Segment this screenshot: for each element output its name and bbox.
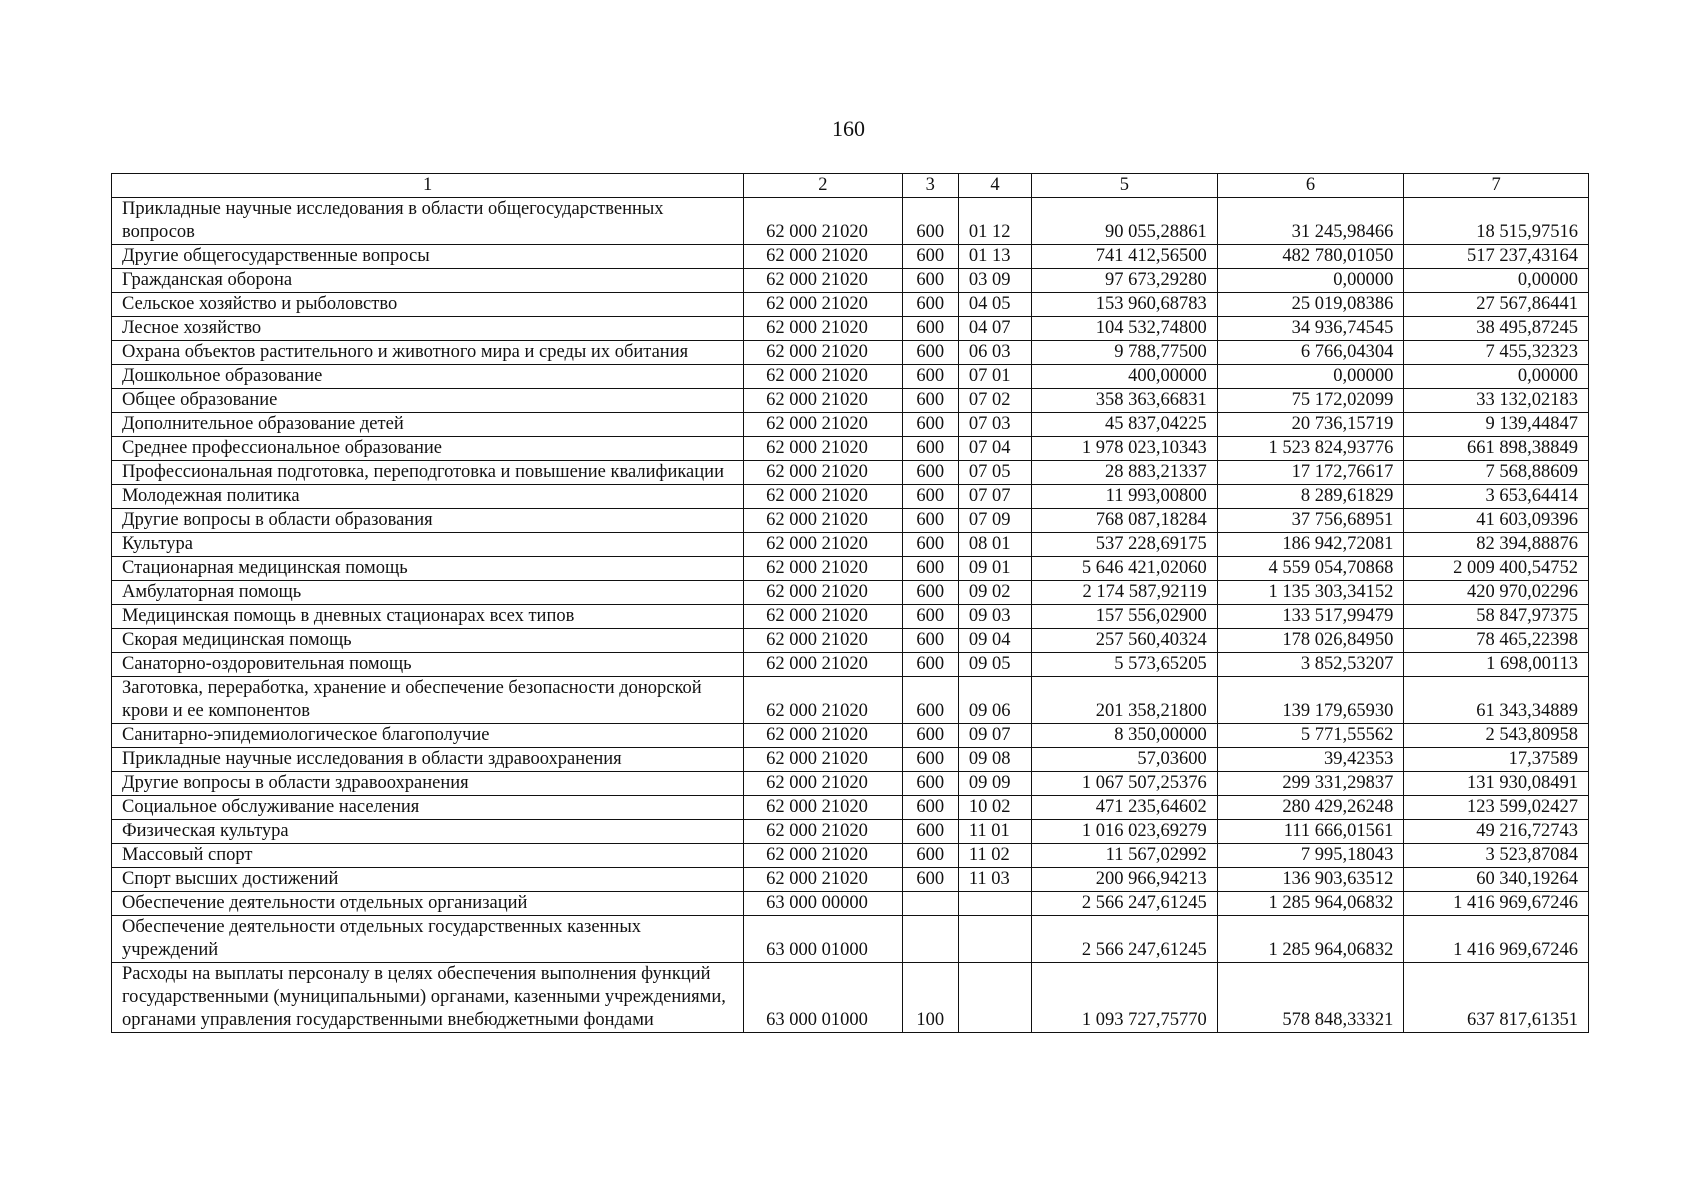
target-article-code-cell: 62 000 21020 [744, 724, 903, 748]
target-article-code-cell: 63 000 00000 [744, 892, 903, 916]
section-code-cell [958, 892, 1031, 916]
section-code-cell: 09 08 [958, 748, 1031, 772]
amount-col7-cell: 49 216,72743 [1404, 820, 1589, 844]
amount-col7-cell: 7 568,88609 [1404, 461, 1589, 485]
amount-col6-cell: 111 666,01561 [1217, 820, 1404, 844]
target-article-code-cell: 62 000 21020 [744, 341, 903, 365]
row-name-cell: Прикладные научные исследования в области здравоохранения [112, 748, 744, 772]
expense-type-cell: 600 [902, 461, 958, 485]
expense-type-cell: 600 [902, 485, 958, 509]
expense-type-cell: 600 [902, 796, 958, 820]
section-code-cell: 11 02 [958, 844, 1031, 868]
expense-type-cell: 600 [902, 341, 958, 365]
amount-col5-cell: 11 993,00800 [1032, 485, 1218, 509]
row-name-cell: Дополнительное образование детей [112, 413, 744, 437]
table-row [112, 485, 1589, 509]
amount-col6-cell: 578 848,33321 [1217, 963, 1404, 1033]
row-name-cell: Другие общегосударственные вопросы [112, 245, 744, 269]
table-row [112, 963, 1589, 1033]
row-name-cell: Санаторно-оздоровительная помощь [112, 653, 744, 677]
amount-col6-cell: 4 559 054,70868 [1217, 557, 1404, 581]
amount-col6-cell: 1 523 824,93776 [1217, 437, 1404, 461]
expense-type-cell: 600 [902, 557, 958, 581]
section-code-cell: 04 05 [958, 293, 1031, 317]
amount-col6-cell: 75 172,02099 [1217, 389, 1404, 413]
expense-type-cell: 600 [902, 509, 958, 533]
amount-col6-cell: 139 179,65930 [1217, 677, 1404, 724]
amount-col5-cell: 2 174 587,92119 [1032, 581, 1218, 605]
target-article-code-cell: 62 000 21020 [744, 461, 903, 485]
target-article-code-cell: 62 000 21020 [744, 485, 903, 509]
table-row [112, 389, 1589, 413]
target-article-code-cell: 62 000 21020 [744, 198, 903, 245]
table-body [112, 198, 1589, 1033]
column-header: 3 [902, 174, 958, 198]
amount-col5-cell: 5 646 421,02060 [1032, 557, 1218, 581]
expense-type-cell: 600 [902, 677, 958, 724]
section-code-cell: 07 07 [958, 485, 1031, 509]
target-article-code-cell: 62 000 21020 [744, 413, 903, 437]
amount-col7-cell: 637 817,61351 [1404, 963, 1589, 1033]
target-article-code-cell: 62 000 21020 [744, 293, 903, 317]
amount-col6-cell: 25 019,08386 [1217, 293, 1404, 317]
amount-col5-cell: 741 412,56500 [1032, 245, 1218, 269]
section-code-cell: 10 02 [958, 796, 1031, 820]
expense-type-cell: 600 [902, 437, 958, 461]
amount-col6-cell: 17 172,76617 [1217, 461, 1404, 485]
target-article-code-cell: 62 000 21020 [744, 389, 903, 413]
amount-col5-cell: 537 228,69175 [1032, 533, 1218, 557]
section-code-cell: 08 01 [958, 533, 1031, 557]
expense-type-cell: 600 [902, 772, 958, 796]
table-row [112, 916, 1589, 963]
amount-col7-cell: 33 132,02183 [1404, 389, 1589, 413]
amount-col7-cell: 58 847,97375 [1404, 605, 1589, 629]
row-name-cell: Другие вопросы в области здравоохранения [112, 772, 744, 796]
amount-col5-cell: 11 567,02992 [1032, 844, 1218, 868]
amount-col5-cell: 2 566 247,61245 [1032, 916, 1218, 963]
amount-col6-cell: 39,42353 [1217, 748, 1404, 772]
target-article-code-cell: 62 000 21020 [744, 557, 903, 581]
expense-type-cell: 600 [902, 317, 958, 341]
section-code-cell: 01 12 [958, 198, 1031, 245]
row-name-cell: Массовый спорт [112, 844, 744, 868]
amount-col6-cell: 1 285 964,06832 [1217, 916, 1404, 963]
amount-col7-cell: 41 603,09396 [1404, 509, 1589, 533]
table-row [112, 461, 1589, 485]
target-article-code-cell: 62 000 21020 [744, 581, 903, 605]
expense-type-cell: 600 [902, 629, 958, 653]
target-article-code-cell: 62 000 21020 [744, 245, 903, 269]
target-article-code-cell: 63 000 01000 [744, 963, 903, 1033]
amount-col5-cell: 201 358,21800 [1032, 677, 1218, 724]
amount-col6-cell: 1 285 964,06832 [1217, 892, 1404, 916]
amount-col7-cell: 82 394,88876 [1404, 533, 1589, 557]
amount-col5-cell: 8 350,00000 [1032, 724, 1218, 748]
amount-col7-cell: 18 515,97516 [1404, 198, 1589, 245]
section-code-cell: 09 01 [958, 557, 1031, 581]
row-name-cell: Среднее профессиональное образование [112, 437, 744, 461]
amount-col5-cell: 358 363,66831 [1032, 389, 1218, 413]
amount-col5-cell: 1 016 023,69279 [1032, 820, 1218, 844]
table-row [112, 748, 1589, 772]
amount-col5-cell: 45 837,04225 [1032, 413, 1218, 437]
target-article-code-cell: 62 000 21020 [744, 868, 903, 892]
section-code-cell: 04 07 [958, 317, 1031, 341]
amount-col7-cell: 0,00000 [1404, 365, 1589, 389]
amount-col6-cell: 6 766,04304 [1217, 341, 1404, 365]
section-code-cell: 06 03 [958, 341, 1031, 365]
amount-col7-cell: 1 416 969,67246 [1404, 892, 1589, 916]
amount-col5-cell: 157 556,02900 [1032, 605, 1218, 629]
target-article-code-cell: 62 000 21020 [744, 365, 903, 389]
target-article-code-cell: 62 000 21020 [744, 844, 903, 868]
row-name-cell: Медицинская помощь в дневных стационарах всех типов [112, 605, 744, 629]
amount-col7-cell: 27 567,86441 [1404, 293, 1589, 317]
section-code-cell: 07 04 [958, 437, 1031, 461]
row-name-cell: Культура [112, 533, 744, 557]
table-row [112, 868, 1589, 892]
amount-col5-cell: 400,00000 [1032, 365, 1218, 389]
expense-type-cell: 600 [902, 413, 958, 437]
expense-type-cell: 600 [902, 653, 958, 677]
table-row [112, 365, 1589, 389]
row-name-cell: Профессиональная подготовка, переподготовка и повышение квалификации [112, 461, 744, 485]
amount-col7-cell: 123 599,02427 [1404, 796, 1589, 820]
table-row [112, 245, 1589, 269]
table-row [112, 533, 1589, 557]
amount-col7-cell: 78 465,22398 [1404, 629, 1589, 653]
expense-type-cell: 600 [902, 844, 958, 868]
section-code-cell: 09 09 [958, 772, 1031, 796]
amount-col6-cell: 37 756,68951 [1217, 509, 1404, 533]
amount-col6-cell: 299 331,29837 [1217, 772, 1404, 796]
table-row [112, 844, 1589, 868]
amount-col6-cell: 186 942,72081 [1217, 533, 1404, 557]
table-row [112, 892, 1589, 916]
amount-col7-cell: 38 495,87245 [1404, 317, 1589, 341]
target-article-code-cell: 62 000 21020 [744, 677, 903, 724]
section-code-cell: 07 03 [958, 413, 1031, 437]
table-row [112, 772, 1589, 796]
expense-type-cell: 600 [902, 245, 958, 269]
table-row [112, 653, 1589, 677]
row-name-cell: Дошкольное образование [112, 365, 744, 389]
target-article-code-cell: 62 000 21020 [744, 629, 903, 653]
row-name-cell: Молодежная политика [112, 485, 744, 509]
amount-col7-cell: 60 340,19264 [1404, 868, 1589, 892]
amount-col5-cell: 9 788,77500 [1032, 341, 1218, 365]
amount-col6-cell: 178 026,84950 [1217, 629, 1404, 653]
target-article-code-cell: 62 000 21020 [744, 269, 903, 293]
amount-col7-cell: 1 416 969,67246 [1404, 916, 1589, 963]
expense-type-cell: 600 [902, 269, 958, 293]
table-row [112, 605, 1589, 629]
amount-col7-cell: 420 970,02296 [1404, 581, 1589, 605]
amount-col5-cell: 97 673,29280 [1032, 269, 1218, 293]
amount-col7-cell: 3 523,87084 [1404, 844, 1589, 868]
section-code-cell: 07 02 [958, 389, 1031, 413]
section-code-cell: 01 13 [958, 245, 1031, 269]
amount-col5-cell: 257 560,40324 [1032, 629, 1218, 653]
amount-col6-cell: 0,00000 [1217, 365, 1404, 389]
table-row [112, 796, 1589, 820]
expense-type-cell: 600 [902, 365, 958, 389]
amount-col6-cell: 20 736,15719 [1217, 413, 1404, 437]
table-row [112, 269, 1589, 293]
table-row [112, 629, 1589, 653]
target-article-code-cell: 62 000 21020 [744, 317, 903, 341]
amount-col5-cell: 90 055,28861 [1032, 198, 1218, 245]
amount-col7-cell: 7 455,32323 [1404, 341, 1589, 365]
target-article-code-cell: 62 000 21020 [744, 653, 903, 677]
amount-col6-cell: 0,00000 [1217, 269, 1404, 293]
table-row [112, 317, 1589, 341]
table-row [112, 509, 1589, 533]
section-code-cell: 09 06 [958, 677, 1031, 724]
section-code-cell: 09 04 [958, 629, 1031, 653]
amount-col5-cell: 104 532,74800 [1032, 317, 1218, 341]
section-code-cell: 11 03 [958, 868, 1031, 892]
amount-col7-cell: 2 009 400,54752 [1404, 557, 1589, 581]
amount-col7-cell: 661 898,38849 [1404, 437, 1589, 461]
amount-col6-cell: 5 771,55562 [1217, 724, 1404, 748]
row-name-cell: Амбулаторная помощь [112, 581, 744, 605]
amount-col5-cell: 28 883,21337 [1032, 461, 1218, 485]
amount-col7-cell: 3 653,64414 [1404, 485, 1589, 509]
table-row [112, 341, 1589, 365]
amount-col5-cell: 57,03600 [1032, 748, 1218, 772]
column-header: 4 [958, 174, 1031, 198]
page-number: 160 [832, 116, 865, 141]
table-row [112, 557, 1589, 581]
section-code-cell: 09 02 [958, 581, 1031, 605]
expense-type-cell: 600 [902, 820, 958, 844]
amount-col7-cell: 131 930,08491 [1404, 772, 1589, 796]
amount-col5-cell: 200 966,94213 [1032, 868, 1218, 892]
row-name-cell: Скорая медицинская помощь [112, 629, 744, 653]
row-name-cell: Спорт высших достижений [112, 868, 744, 892]
section-code-cell: 07 01 [958, 365, 1031, 389]
row-name-cell: Расходы на выплаты персоналу в целях обеспечения выполнения функций государственными (муниципальными) органами, казенными учреждениями, органами управления государственными внебюджетными фондами [112, 963, 744, 1033]
expense-type-cell: 600 [902, 389, 958, 413]
amount-col6-cell: 31 245,98466 [1217, 198, 1404, 245]
amount-col6-cell: 280 429,26248 [1217, 796, 1404, 820]
expense-type-cell: 600 [902, 198, 958, 245]
column-header: 7 [1404, 174, 1589, 198]
amount-col7-cell: 17,37589 [1404, 748, 1589, 772]
table-row [112, 198, 1589, 245]
expense-type-cell [902, 892, 958, 916]
target-article-code-cell: 62 000 21020 [744, 533, 903, 557]
row-name-cell: Лесное хозяйство [112, 317, 744, 341]
target-article-code-cell: 62 000 21020 [744, 796, 903, 820]
expense-type-cell: 100 [902, 963, 958, 1033]
amount-col5-cell: 1 978 023,10343 [1032, 437, 1218, 461]
amount-col6-cell: 7 995,18043 [1217, 844, 1404, 868]
table-row [112, 293, 1589, 317]
row-name-cell: Стационарная медицинская помощь [112, 557, 744, 581]
row-name-cell: Санитарно-эпидемиологическое благополучие [112, 724, 744, 748]
section-code-cell: 09 05 [958, 653, 1031, 677]
column-header: 5 [1032, 174, 1218, 198]
amount-col5-cell: 1 067 507,25376 [1032, 772, 1218, 796]
amount-col6-cell: 3 852,53207 [1217, 653, 1404, 677]
amount-col7-cell: 517 237,43164 [1404, 245, 1589, 269]
target-article-code-cell: 62 000 21020 [744, 437, 903, 461]
amount-col5-cell: 768 087,18284 [1032, 509, 1218, 533]
amount-col6-cell: 482 780,01050 [1217, 245, 1404, 269]
expense-type-cell: 600 [902, 293, 958, 317]
table-row [112, 413, 1589, 437]
table-row [112, 820, 1589, 844]
target-article-code-cell: 62 000 21020 [744, 605, 903, 629]
expense-type-cell: 600 [902, 605, 958, 629]
row-name-cell: Гражданская оборона [112, 269, 744, 293]
amount-col6-cell: 8 289,61829 [1217, 485, 1404, 509]
amount-col7-cell: 61 343,34889 [1404, 677, 1589, 724]
target-article-code-cell: 62 000 21020 [744, 748, 903, 772]
row-name-cell: Заготовка, переработка, хранение и обеспечение безопасности донорской крови и ее компонентов [112, 677, 744, 724]
section-code-cell [958, 916, 1031, 963]
target-article-code-cell: 62 000 21020 [744, 772, 903, 796]
table-row [112, 724, 1589, 748]
amount-col7-cell: 9 139,44847 [1404, 413, 1589, 437]
amount-col7-cell: 1 698,00113 [1404, 653, 1589, 677]
row-name-cell: Физическая культура [112, 820, 744, 844]
row-name-cell: Другие вопросы в области образования [112, 509, 744, 533]
amount-col6-cell: 1 135 303,34152 [1217, 581, 1404, 605]
amount-col5-cell: 1 093 727,75770 [1032, 963, 1218, 1033]
table-row [112, 437, 1589, 461]
amount-col6-cell: 136 903,63512 [1217, 868, 1404, 892]
section-code-cell: 07 05 [958, 461, 1031, 485]
expense-type-cell: 600 [902, 724, 958, 748]
table-header-row [112, 174, 1589, 198]
table-row [112, 677, 1589, 724]
row-name-cell: Обеспечение деятельности отдельных организаций [112, 892, 744, 916]
amount-col7-cell: 2 543,80958 [1404, 724, 1589, 748]
column-header: 6 [1217, 174, 1404, 198]
row-name-cell: Обеспечение деятельности отдельных государственных казенных учреждений [112, 916, 744, 963]
row-name-cell: Прикладные научные исследования в области общегосударственных вопросов [112, 198, 744, 245]
amount-col5-cell: 153 960,68783 [1032, 293, 1218, 317]
amount-col6-cell: 133 517,99479 [1217, 605, 1404, 629]
expense-type-cell: 600 [902, 868, 958, 892]
amount-col5-cell: 2 566 247,61245 [1032, 892, 1218, 916]
column-header: 1 [112, 174, 744, 198]
section-code-cell [958, 963, 1031, 1033]
expense-type-cell [902, 916, 958, 963]
target-article-code-cell: 62 000 21020 [744, 820, 903, 844]
target-article-code-cell: 62 000 21020 [744, 509, 903, 533]
target-article-code-cell: 63 000 01000 [744, 916, 903, 963]
budget-table [111, 173, 1589, 1033]
amount-col5-cell: 5 573,65205 [1032, 653, 1218, 677]
amount-col6-cell: 34 936,74545 [1217, 317, 1404, 341]
section-code-cell: 03 09 [958, 269, 1031, 293]
row-name-cell: Сельское хозяйство и рыболовство [112, 293, 744, 317]
row-name-cell: Социальное обслуживание населения [112, 796, 744, 820]
table-row [112, 581, 1589, 605]
amount-col5-cell: 471 235,64602 [1032, 796, 1218, 820]
section-code-cell: 11 01 [958, 820, 1031, 844]
row-name-cell: Общее образование [112, 389, 744, 413]
expense-type-cell: 600 [902, 581, 958, 605]
section-code-cell: 09 03 [958, 605, 1031, 629]
expense-type-cell: 600 [902, 748, 958, 772]
section-code-cell: 07 09 [958, 509, 1031, 533]
amount-col7-cell: 0,00000 [1404, 269, 1589, 293]
section-code-cell: 09 07 [958, 724, 1031, 748]
expense-type-cell: 600 [902, 533, 958, 557]
column-header: 2 [744, 174, 903, 198]
row-name-cell: Охрана объектов растительного и животного мира и среды их обитания [112, 341, 744, 365]
